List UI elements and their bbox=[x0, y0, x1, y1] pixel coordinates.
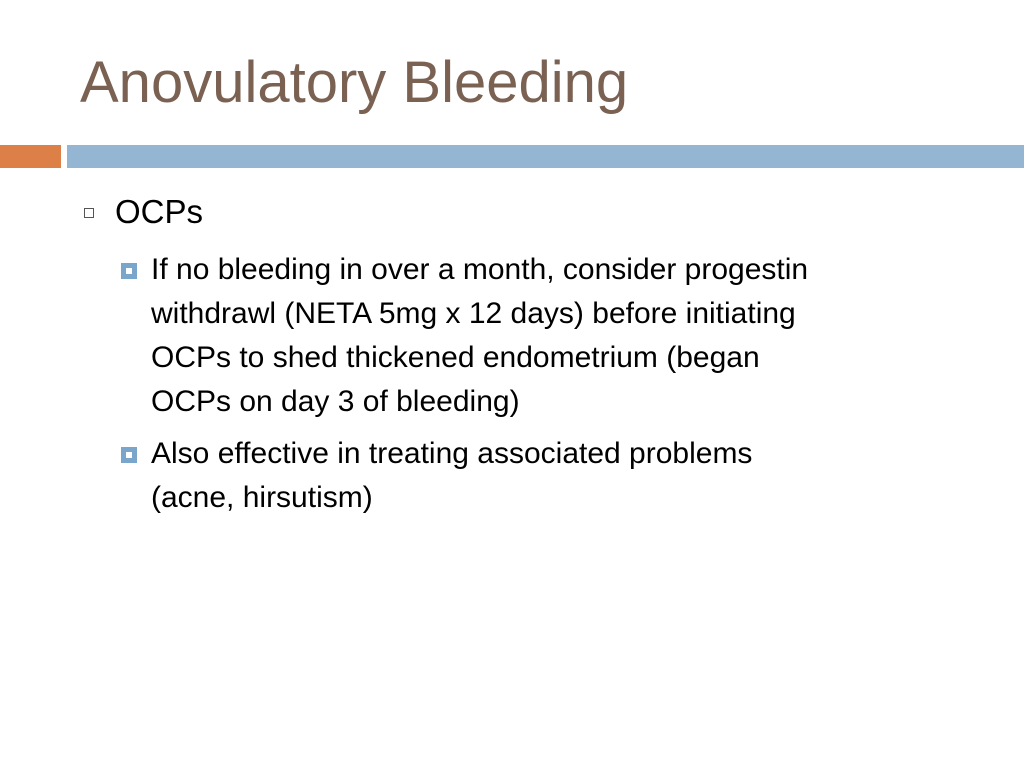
sub-bullet-progestin-withdrawal-text bbox=[151, 248, 981, 424]
sub-bullet-associated-problems-text bbox=[151, 432, 981, 520]
accent-bar-orange bbox=[0, 145, 61, 168]
hollow-square-bullet-icon bbox=[84, 208, 94, 218]
text-line: OCPs on day 3 of bleeding) bbox=[151, 385, 520, 418]
slide-title: Anovulatory Bleeding bbox=[80, 50, 629, 115]
filled-square-bullet-icon bbox=[121, 263, 137, 279]
filled-square-bullet-icon bbox=[121, 447, 137, 463]
text-line: withdrawl (NETA 5mg x 12 days) before initiating bbox=[151, 297, 796, 330]
text-line: OCPs to shed thickened endometrium (began bbox=[151, 341, 760, 374]
sub-bullet-associated-problems bbox=[121, 432, 981, 520]
text-line: (acne, hirsutism) bbox=[151, 481, 373, 514]
sub-bullet-progestin-withdrawal bbox=[121, 248, 981, 424]
text-line: If no bleeding in over a month, consider progestin bbox=[151, 253, 809, 286]
bullet-ocps-text: OCPs bbox=[115, 193, 204, 230]
accent-bar-blue bbox=[67, 145, 1024, 168]
text-line: Also effective in treating associated problems bbox=[151, 437, 753, 470]
